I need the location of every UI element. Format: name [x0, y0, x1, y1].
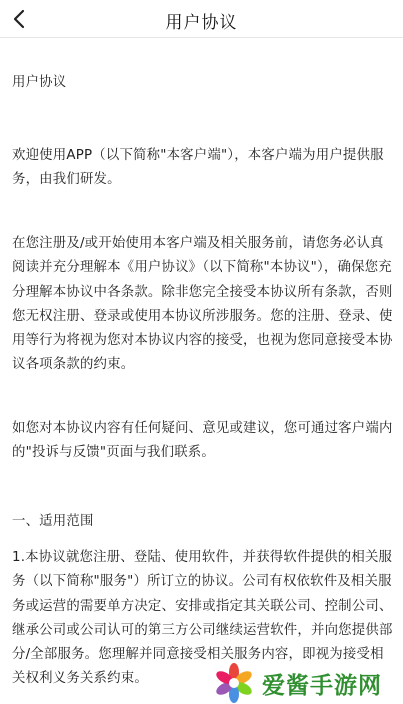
watermark-text: 爱酱手游网	[262, 672, 382, 699]
paragraph-scope-1: 1.本协议就您注册、登陆、使用软件，并获得软件提供的相关服务（以下简称"服务"）所订立的协议。公司有权依软件及相关服务或运营的需要单方决定、安排或指定其关联公司、控制公司、继承公司或公司认可的第三方公司继续运营软件，并向您提供部分/全部服务。您理解并同意接受相关服务内容，即视为接受相关权利义务关系约束。	[12, 550, 393, 687]
section-heading-scope: 一、适用范围	[12, 514, 94, 529]
watermark	[212, 662, 403, 704]
paragraph-contact: 如您对本协议内容有任何疑问、意见或建议，您可通过客户端内的"投诉与反馈"页面与我们联系。	[12, 421, 393, 461]
top-nav-bar	[0, 0, 403, 38]
paragraph-intro: 欢迎使用APP（以下简称"本客户端"），本客户端为用户提供服务，由我们研发。	[12, 148, 384, 188]
watermark-logo-icon	[212, 661, 256, 704]
agreement-heading: 用户协议	[12, 75, 67, 90]
page-title: 用户协议	[165, 13, 238, 33]
paragraph-registration: 在您注册及/或开始使用本客户端及相关服务前，请您务必认真阅读并充分理解本《用户协议》（以下简称"本协议"），确保您充分理解本协议中各条款。除非您完全接受本协议所有条款，否则您无权注册、登录或使用本协议所涉服务。您的注册、登录、使用等行为将视为您对本协议内容的接受，也视为您同意接受本协议各项条款的约束。	[12, 236, 393, 373]
